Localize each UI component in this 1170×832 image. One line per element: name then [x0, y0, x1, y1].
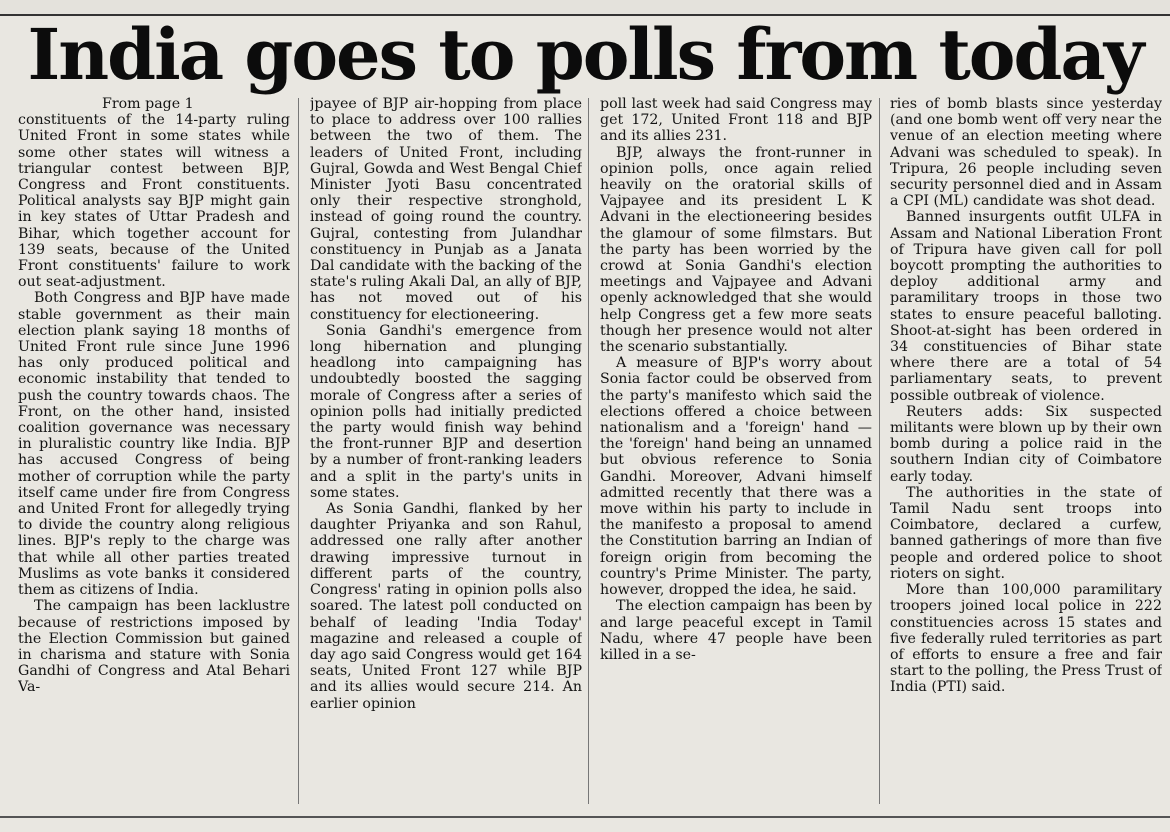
jump-line: From page 1 — [102, 96, 194, 112]
column-2-paragraph: As Sonia Gandhi, flanked by her daughter Priyanka and son Rahul, addressed one rally after another drawing impressive turnout in different parts of the country, Congress' rating in opinion polls also soared. The latest poll conducted on behalf of leading 'India Today' magazine and released a couple of day ago said Congress would get 164 seats, United Front 127 while BJP and its allies would secure 214. An earlier opinion — [310, 501, 582, 712]
column-divider — [588, 98, 589, 804]
article-column-1 — [18, 96, 290, 814]
article-column-3 — [600, 96, 872, 814]
column-4-paragraph: More than 100,000 paramilitary troopers joined local police in 222 constituencies across 15 states and five federally ruled territories as part of efforts to ensure a free and fair start to the polling, the Press Trust of India (PTI) said. — [890, 582, 1162, 696]
column-1-paragraph: The campaign has been lacklustre because of restrictions imposed by the Election Commission but gained in charisma and stature with Sonia Gandhi of Congress and Atal Behari Va- — [18, 598, 290, 696]
column-3-paragraph: poll last week had said Congress may get 172, United Front 118 and BJP and its allies 231. — [600, 96, 872, 145]
column-2-paragraph: Sonia Gandhi's emergence from long hibernation and plunging headlong into campaigning has undoubtedly boosted the sagging morale of Congress after a series of opinion polls had initially predicted the party would finish way behind the front-runner BJP and desertion by a number of front-ranking leaders and a split in the party's units in some states. — [310, 322, 582, 501]
headline: India goes to polls from today — [27, 13, 1143, 96]
column-4-paragraph: The authorities in the state of Tamil Nadu sent troops into Coimbatore, declared a curfew, banned gatherings of more than five people and ordered police to shoot rioters on sight. — [890, 484, 1162, 582]
article-column-2 — [310, 96, 582, 814]
column-2-paragraph: jpayee of BJP air-hopping from place to place to address over 100 rallies between the two of them. The leaders of United Front, including Gujral, Gowda and West Bengal Chief Minister Jyoti Basu concentrated only their respective stronghold, instead of going round the country. Gujral, contesting from Julandhar constituency in Punjab as a Janata Dal candidate with the backing of the state's ruling Akali Dal, an ally of BJP, has not moved out of his constituency for electioneering. — [310, 96, 582, 323]
column-1-paragraph: constituents of the 14-party ruling United Front in some states while some other states will witness a triangular contest between BJP, Congress and Front constituents. Political analysts say BJP might gain in key states of Uttar Pradesh and Bihar, which together account for 139 seats, because of the United Front constituents' failure to work out seat-adjustment. — [18, 112, 290, 291]
column-3-paragraph: The election campaign has been by and large peaceful except in Tamil Nadu, where 47 people have been killed in a se- — [600, 598, 872, 663]
column-4-paragraph: Reuters adds: Six suspected militants were blown up by their own bomb during a police raid in the southern Indian city of Coimbatore early today. — [890, 403, 1162, 485]
article-column-4 — [890, 96, 1162, 814]
column-divider — [879, 98, 880, 804]
column-1-paragraph: Both Congress and BJP have made stable government as their main election plank saying 18 months of United Front rule since June 1996 has only produced political and economic instability that tended to push the country towards chaos. The Front, on the other hand, insisted coalition governance was necessary in pluralistic country like India. BJP has accused Congress of being mother of corruption while the party itself came under fire from Congress and United Front for allegedly trying to divide the country along religious lines. BJP's reply to the charge was that while all other parties treated Muslims as vote banks it considered them as citizens of India. — [18, 290, 290, 599]
column-3-paragraph: BJP, always the front-runner in opinion polls, once again relied heavily on the oratorial skills of Vajpayee and its president L K Advani in the electioneering besides the glamour of some filmstars. But the party has been worried by the crowd at Sonia Gandhi's election meetings and Vajpayee and Advani openly acknowledged that she would help Congress get a few more seats though her presence would not alter the scenario substantially. — [600, 144, 872, 356]
column-3-paragraph: A measure of BJP's worry about Sonia factor could be observed from the party's manifesto which said the elections offered a choice between nationalism and a 'foreign' hand — the 'foreign' hand being an unnamed but obvious reference to Sonia Gandhi. Moreover, Advani himself admitted recently that there was a move within his party to include in the manifesto a proposal to amend the Constitution barring an Indian of foreign origin from becoming the country's Prime Minister. The party, however, dropped the idea, he said. — [600, 355, 872, 599]
bottom-rule — [0, 816, 1170, 818]
column-4-paragraph: ries of bomb blasts since yesterday (and one bomb went off very near the venue of an election meeting where Advani was scheduled to speak). In Tripura, 26 people including seven security personnel died and in Assam a CPI (ML) candidate was shot dead. — [890, 96, 1162, 210]
column-4-paragraph: Banned insurgents outfit ULFA in Assam and National Liberation Front of Tripura have given call for poll boycott prompting the authorities to deploy additional army and paramilitary troops in those two states to ensure peaceful balloting. Shoot-at-sight has been ordered in 34 constituencies of Bihar state where there are a total of 54 parliamentary seats, to prevent possible outbreak of violence. — [890, 209, 1162, 404]
column-divider — [298, 98, 299, 804]
